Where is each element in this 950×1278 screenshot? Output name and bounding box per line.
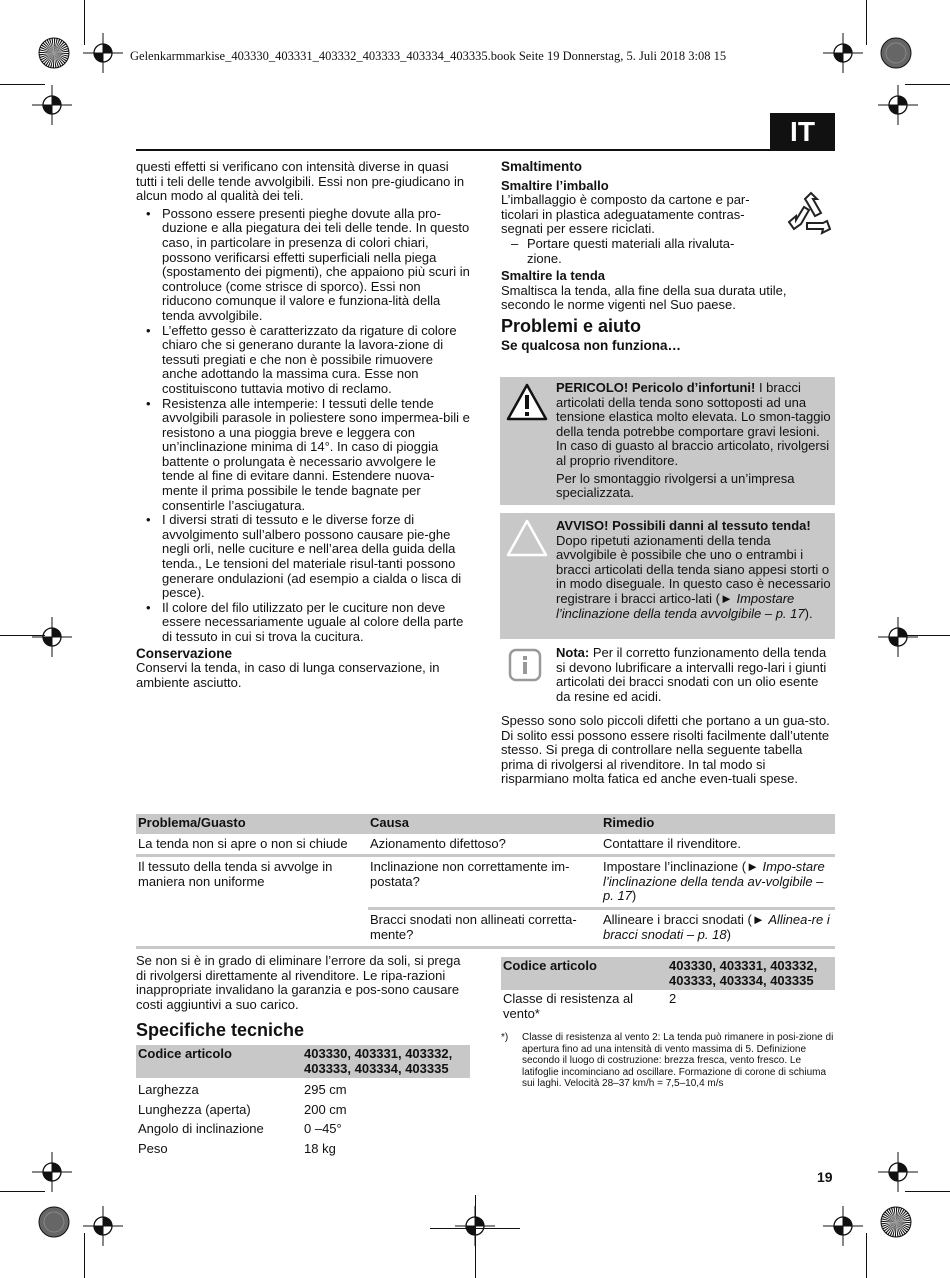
bullet-list — [136, 207, 470, 645]
remedy-ref-link[interactable]: Allinea-re i bracci snodati – p. 18 — [603, 911, 830, 942]
imballo-text: L’imballaggio è composto da cartone e par-ticolari in plastica adeguatamente contras-segnati per essere riciclati. — [501, 192, 750, 237]
registration-mark-icon — [878, 1152, 918, 1192]
note-text: Per il corretto funzionamento della tenda si devono lubrificare a intervalli rego-lari i giunti articolati dei bracci snodati con un olio esente da resine ed acidi. — [556, 645, 827, 704]
footnote — [501, 1032, 835, 1090]
notice-ref-link[interactable]: ► Impostare l’inclinazione della tenda avvolgibile – p. 17 — [556, 590, 805, 621]
cause-cell: Azionamento difettoso? — [370, 835, 506, 851]
imballo-heading: Smaltire l’imballo — [501, 177, 609, 193]
table-row — [136, 856, 835, 909]
specs-heading: Specifiche tecniche — [136, 1020, 305, 1040]
notice-title: AVVISO! Possibili danni al tessuto tenda! — [556, 518, 811, 533]
solid-mark-icon — [37, 1205, 71, 1239]
cause-cell: Bracci snodati non allineati corretta-mente? — [368, 908, 601, 945]
notice-triangle-icon — [506, 519, 548, 557]
tenda-text: Smaltisca la tenda, alla fine della sua durata utile, secondo le norme vigenti nel Suo paese. — [501, 282, 787, 313]
registration-mark-icon — [83, 33, 123, 73]
note-title: Nota: — [556, 645, 590, 660]
starburst-mark-icon — [879, 1205, 913, 1239]
specs-header-value: 403330, 403331, 403332, 403333, 403334, 403335 — [302, 1045, 470, 1078]
danger-box — [500, 377, 835, 505]
crop-line — [866, 1233, 867, 1278]
registration-mark-icon — [878, 617, 918, 657]
header-remedy: Rimedio — [601, 814, 835, 834]
conservazione-heading: Conservazione — [136, 645, 233, 661]
remedy-cell: Allineare i bracci snodati (► Allinea-re i bracci snodati – p. 18) — [601, 908, 835, 945]
wind-header-label: Codice articolo — [501, 957, 667, 990]
note-block — [500, 646, 835, 704]
problem-cell: La tenda non si apre o non si chiude — [138, 835, 348, 851]
after-table-wrap — [136, 954, 470, 1012]
solid-mark-icon — [879, 36, 913, 70]
notice-text-end: ). — [804, 605, 813, 621]
troubleshooting-table — [136, 814, 835, 945]
wind-row: Classe di resistenza al vento* 2 — [503, 991, 677, 1021]
registration-mark-icon — [32, 85, 72, 125]
remedy-ref-link[interactable]: Impo-stare l’inclinazione della tenda av-volgibile – p. 17 — [603, 859, 825, 904]
intro-paragraph: questi effetti si verificano con intensità diverse in quasi tutti i teli delle tende avvolgibili. Essi non pre-giudicano in alcun modo al qualità dei teli. — [136, 159, 465, 204]
se-qualcosa-heading: Se qualcosa non funziona… — [501, 337, 682, 353]
notice-box — [500, 513, 835, 639]
registration-mark-icon — [455, 1206, 495, 1246]
warning-triangle-icon — [506, 383, 548, 421]
specs-row: Peso 18 kg — [138, 1140, 336, 1156]
bullet-item: • Il colore del filo utilizzato per le cuciture non deve essere necessariamente uguale al colore della parte di tessuto in cui si trova la cucitura. — [136, 601, 470, 645]
table-bottom-rule — [136, 946, 835, 949]
registration-mark-icon — [823, 33, 863, 73]
header-problem: Problema/Guasto — [136, 814, 368, 834]
left-column — [136, 160, 470, 690]
crop-line — [866, 0, 867, 45]
bullet-item: • I diversi strati di tessuto e le diverse forze di avvolgimento sull’albero possono causare pie-ghe negli orli, nelle cuciture e nell’area della guida della tenda., Le tensioni del materiale risul-tanti possono generare ondulazioni (ad esempio a cialda o lisca di pesce). — [136, 513, 470, 601]
danger-text-2: Per lo smontaggio rivolgersi a un’impresa specializzata. — [556, 470, 795, 501]
problem-cell: Il tessuto della tenda si avvolge in maniera non uniforme — [136, 856, 368, 945]
specs-row: Lunghezza (aperta) 200 cm — [138, 1101, 347, 1117]
language-badge: IT — [770, 113, 835, 151]
table-row — [136, 834, 835, 856]
page-number: 19 — [817, 1169, 833, 1185]
header-rule — [136, 149, 770, 151]
problemi-heading: Problemi e aiuto — [501, 315, 642, 336]
info-icon — [508, 648, 542, 682]
specs-row: Angolo di inclinazione 0 –45° — [138, 1121, 342, 1137]
remedy-cell: Impostare l’inclinazione (► Impo-stare l’inclinazione della tenda av-volgibile – p. 17) — [601, 856, 835, 909]
registration-mark-icon — [32, 1152, 72, 1192]
recycle-icon — [786, 191, 836, 241]
footnote-mark: *) — [501, 1032, 509, 1043]
tenda-heading: Smaltire la tenda — [501, 268, 606, 284]
bullet-item: • Possono essere presenti pieghe dovute alla pro-duzione e alla piegatura dei teli delle tende. In questo caso, in particolare in presenza di colori chiari, possono verificarsi effetti superficiali nella piega (spostamento dei pigmenti), che appaiono più scuri in controluce (come strisce di sporco). Essi non riducono comunque il valore e funziona-lità della tenda avvolgibile. — [136, 207, 470, 324]
table-header-row — [136, 814, 835, 834]
registration-mark-icon — [878, 85, 918, 125]
smaltimento-heading: Smaltimento — [501, 159, 583, 174]
footnote-text: Classe di resistenza al vento 2: La tenda può rimanere in posi-zione di apertura fino ad una intensità di vento massima di 5. Definizione secondo il luogo di costruzione: brezza fresca, vento fresco. Le latifoglie incominciano ad oscillare. Formazione di corone di schiuma sui laghi. Velocità 28–37 km/h = 7,5–10,4 m/s — [522, 1032, 834, 1089]
right-column — [501, 160, 835, 353]
file-header-line: Gelenkarmmarkise_403330_403331_403332_403333_403334_403335.book Seite 19 Donnerstag, 5. Juli 2018 3:08 15 — [130, 49, 727, 63]
wind-header-value: 403330, 403331, 403332, 403333, 403334, 403335 — [667, 957, 835, 990]
wind-header-row — [501, 957, 835, 990]
registration-mark-icon — [83, 1206, 123, 1246]
cause-cell: Inclinazione non correttamente im-postata? — [368, 856, 601, 909]
danger-text: I bracci articolati della tenda sono sottoposti ad una tensione elastica molto elevata. Lo smon-taggio della tenda potrebbe comportare gravi lesioni. In caso di guasto al braccio articolato, rivolgersi al proprio rivenditore. — [556, 380, 831, 468]
specs-table — [136, 1045, 470, 1158]
notice-text: Dopo ripetuti azionamenti della tenda avvolgibile è possibile che uno o entrambi i bracci articolati della tenda siano appesi storti o in modo diseguale. In questo caso è necessario registrare i bracci artico-lati ( — [556, 532, 831, 606]
wind-class-table — [501, 957, 835, 1022]
imballo-dash-item: – Portare questi materiali alla rivaluta-zione. — [501, 237, 767, 266]
bullet-item: • Resistenza alle intemperie: I tessuti delle tende avvolgibili parasole in poliestere sono impermea-bili e resistono a una pioggia breve e leggera con un’inclinazione minima di 14°. In caso di pioggia battente o prolungata è necessario avvolgere le tende al fine di evitare danni. Estendere nuova-mente il prima possibile le tende bagnate per consentirle l’asciugatura. — [136, 397, 470, 514]
header-cause: Causa — [368, 814, 601, 834]
starburst-mark-icon — [37, 36, 71, 70]
spesso-paragraph-wrap — [501, 714, 835, 787]
specs-header-row — [136, 1045, 470, 1078]
registration-mark-icon — [32, 617, 72, 657]
registration-mark-icon — [823, 1206, 863, 1246]
specs-header-label: Codice articolo — [136, 1045, 302, 1078]
conservazione-text: Conservi la tenda, in caso di lunga conservazione, in ambiente asciutto. — [136, 660, 440, 690]
remedy-cell: Contattare il rivenditore. — [603, 835, 742, 851]
bullet-item: • L’effetto gesso è caratterizzato da rigature di colore chiaro che si generano durante la lavora-zione di tessuti pregiati e che non è possibile rimuovere anche adottando la massima cura. Esse non costituiscono tuttavia motivo di reclamo. — [136, 324, 470, 397]
spesso-paragraph: Spesso sono solo piccoli difetti che portano a un gua-sto. Di solito essi possono essere risolti facilmente dall’utente stesso. Si prega di controllare nella seguente tabella prima di rivolgersi al rivenditore. In tal modo si risparmiano molta fatica ed anche even-tuali spese. — [501, 713, 830, 787]
after-table-paragraph: Se non si è in grado di eliminare l’errore da soli, si prega di rivolgersi direttamente al rivenditore. Le ripa-razioni inappropriate invalidano la garanzia e pos-sono causare costi aggiuntivi a suo carico. — [136, 953, 461, 1012]
danger-title: PERICOLO! Pericolo d’infortuni! — [556, 380, 756, 395]
specs-row: Larghezza 295 cm — [138, 1082, 347, 1098]
